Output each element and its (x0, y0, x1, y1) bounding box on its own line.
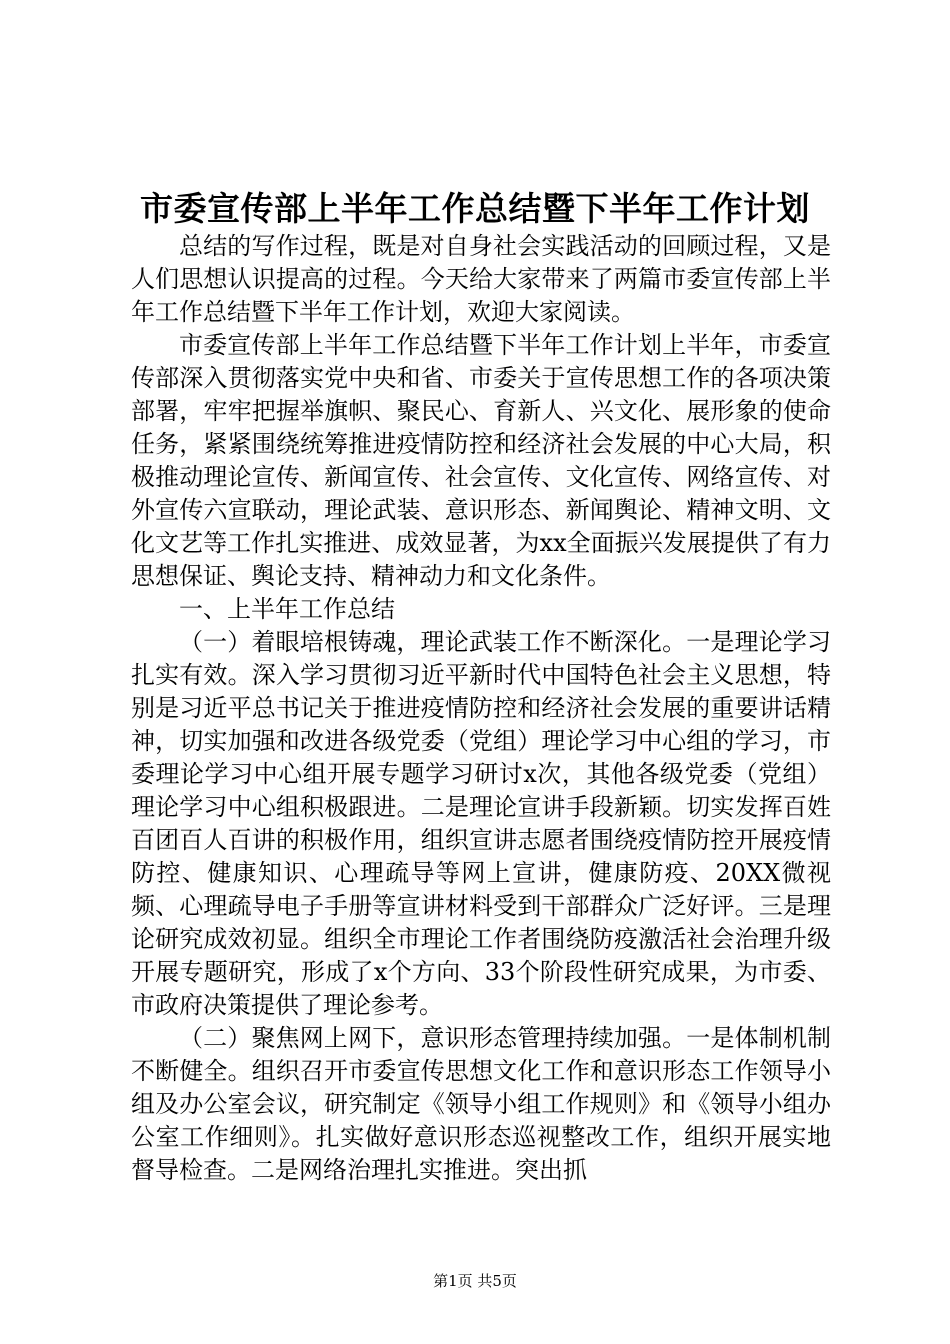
intro-paragraph: 总结的写作过程，既是对自身社会实践活动的回顾过程，又是人们思想认识提高的过程。今天给大家带来了两篇市委宣传部上半年工作总结暨下半年工作计划，欢迎大家阅读。 (131, 232, 831, 326)
overview-paragraph: 市委宣传部上半年工作总结暨下半年工作计划上半年，市委宣传部深入贯彻落实党中央和省、市委关于宣传思想工作的各项决策部署，牢牢把握举旗帜、聚民心、育新人、兴文化、展形象的使命任务，紧紧围绕统筹推进疫情防控和经济社会发展的中心大局，积极推动理论宣传、新闻宣传、社会宣传、文化宣传、网络宣传、对外宣传六宣联动，理论武装、意识形态、新闻舆论、精神文明、文化文艺等工作扎实推进、成效显著，为xx全面振兴发展提供了有力思想保证、舆论支持、精神动力和文化条件。 (131, 331, 831, 590)
document-body (131, 230, 831, 1187)
document-title: 市委宣传部上半年工作总结暨下半年工作计划 (140, 189, 810, 228)
theory-paragraph: （一）着眼培根铸魂，理论武装工作不断深化。一是理论学习扎实有效。深入学习贯彻习近平新时代中国特色社会主义思想，特别是习近平总书记关于推进疫情防控和经济社会发展的重要讲话精神，切实加强和改进各级党委（党组）理论学习中心组的学习，市委理论学习中心组开展专题学习研讨x次，其他各级党委（党组）理论学习中心组积极跟进。二是理论宣讲手段新颖。切实发挥百姓百团百人百讲的积极作用，组织宣讲志愿者围绕疫情防控开展疫情防控、健康知识、心理疏导等网上宣讲，健康防疫、20XX微视频、心理疏导电子手册等宣讲材料受到干部群众广泛好评。三是理论研究成效初显。组织全市理论工作者围绕防疫激活社会治理升级开展专题研究，形成了x个方向、33个阶段性研究成果，为市委、市政府决策提供了理论参考。 (131, 628, 831, 1019)
ideology-paragraph: （二）聚焦网上网下，意识形态管理持续加强。一是体制机制不断健全。组织召开市委宣传思想文化工作和意识形态工作领导小组及办公室会议，研究制定《领导小组工作规则》和《领导小组办公室工作细则》。扎实做好意识形态巡视整改工作，组织开展实地督导检查。二是网络治理扎实推进。突出抓 (131, 1024, 831, 1184)
page-footer: 第1页 共5页 (433, 1272, 517, 1290)
section-heading: 一、上半年工作总结 (179, 595, 395, 623)
